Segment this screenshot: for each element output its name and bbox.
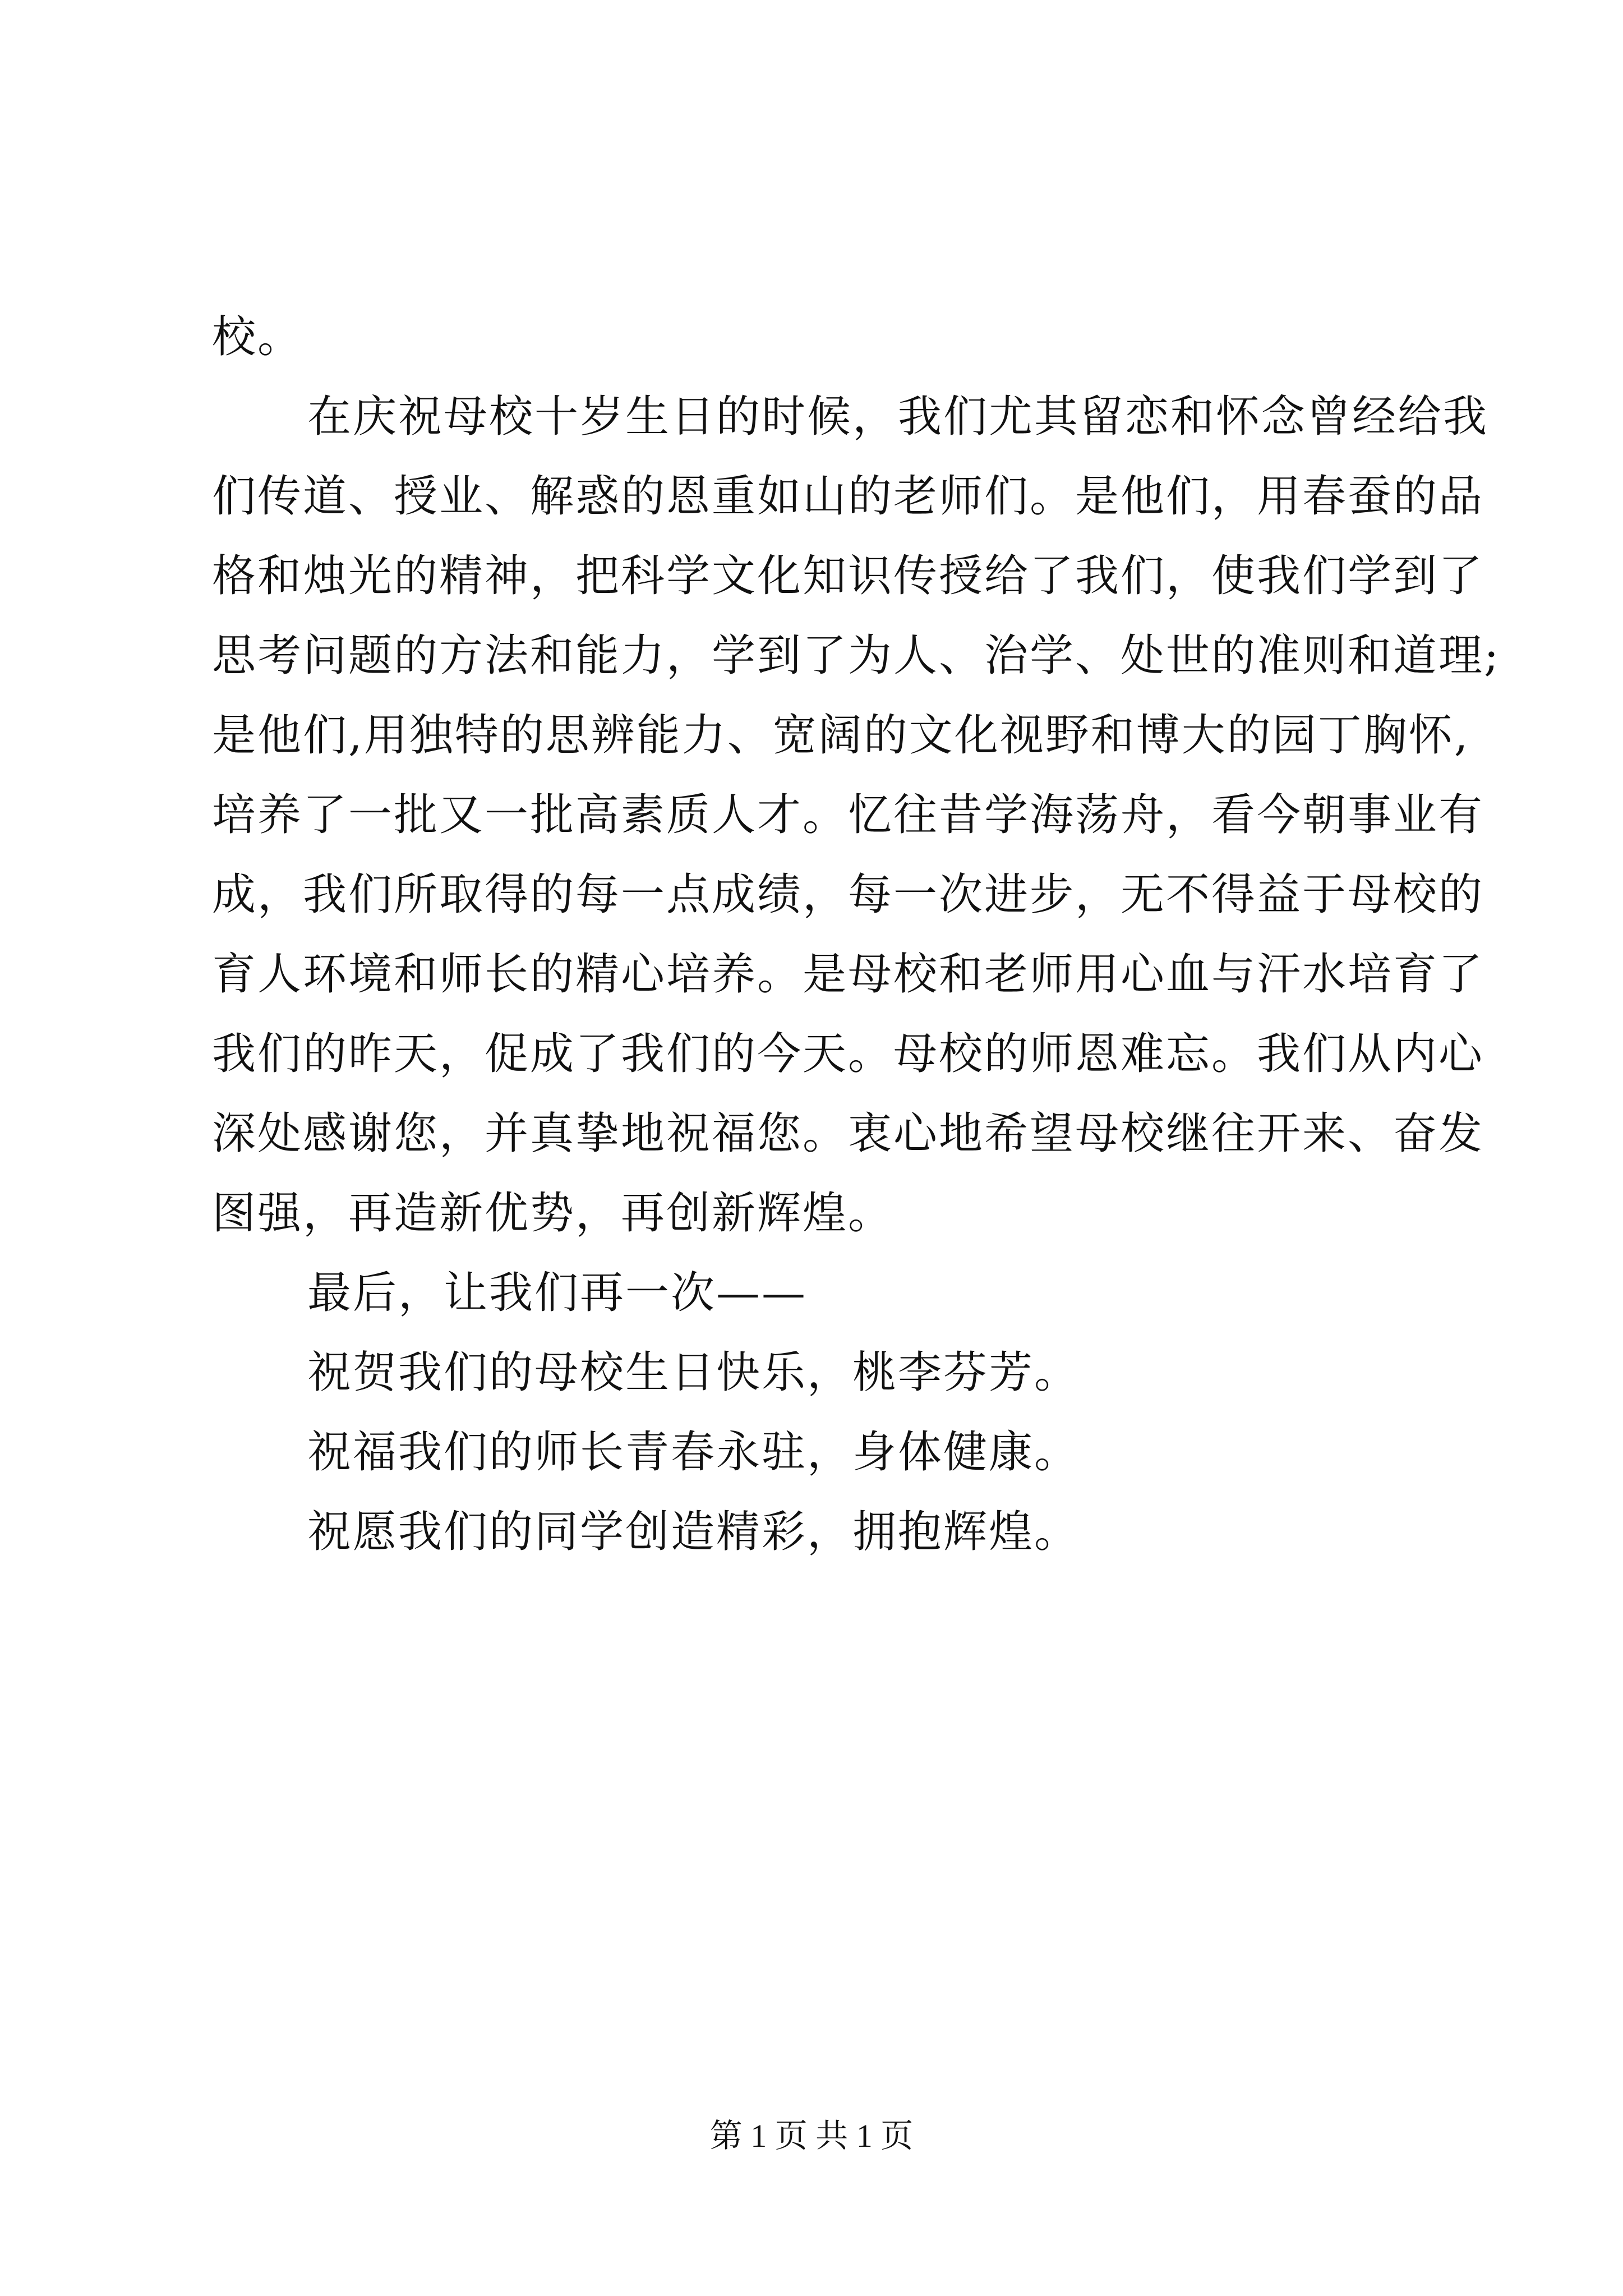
text-line: 是他们,用独特的思辨能力、宽阔的文化视野和博大的园丁胸怀, (212, 710, 1470, 761)
text-line: 祝愿我们的同学创造精彩，拥抱辉煌。 (307, 1507, 1080, 1557)
text-line: 们传道、授业、解惑的恩重如山的老师们。是他们，用春蚕的品 (212, 471, 1484, 522)
text-line: 在庆祝母校十岁生日的时候，我们尤其留恋和怀念曾经给我 (307, 392, 1489, 442)
text-line: 我们的昨天，促成了我们的今天。母校的师恩难忘。我们从内心 (212, 1029, 1484, 1079)
text-line: 图强，再造新优势，再创新辉煌。 (212, 1188, 894, 1239)
text-line: 祝福我们的师长青春永驻，身体健康。 (307, 1427, 1080, 1478)
text-line: 育人环境和师长的精心培养。是母校和老师用心血与汗水培育了 (212, 949, 1484, 1000)
text-line: 培养了一批又一批高素质人才。忆往昔学海荡舟，看今朝事业有 (212, 790, 1484, 840)
page-footer: 第 1 页 共 1 页 (709, 2118, 914, 2154)
text-line: 深处感谢您，并真挚地祝福您。衷心地希望母校继往开来、奋发 (212, 1108, 1484, 1159)
text-line: 祝贺我们的母校生日快乐，桃李芬芳。 (307, 1347, 1080, 1398)
body-text (212, 297, 1501, 1572)
text-line: 校。 (212, 312, 303, 362)
text-line: 思考问题的方法和能力，学到了为人、治学、处世的准则和道理; (212, 631, 1501, 681)
text-line: 成，我们所取得的每一点成绩，每一次进步，无不得益于母校的 (212, 869, 1484, 920)
text-line: 格和烛光的精神，把科学文化知识传授给了我们，使我们学到了 (212, 551, 1484, 601)
text-line: 最后，让我们再一次—— (307, 1268, 808, 1318)
